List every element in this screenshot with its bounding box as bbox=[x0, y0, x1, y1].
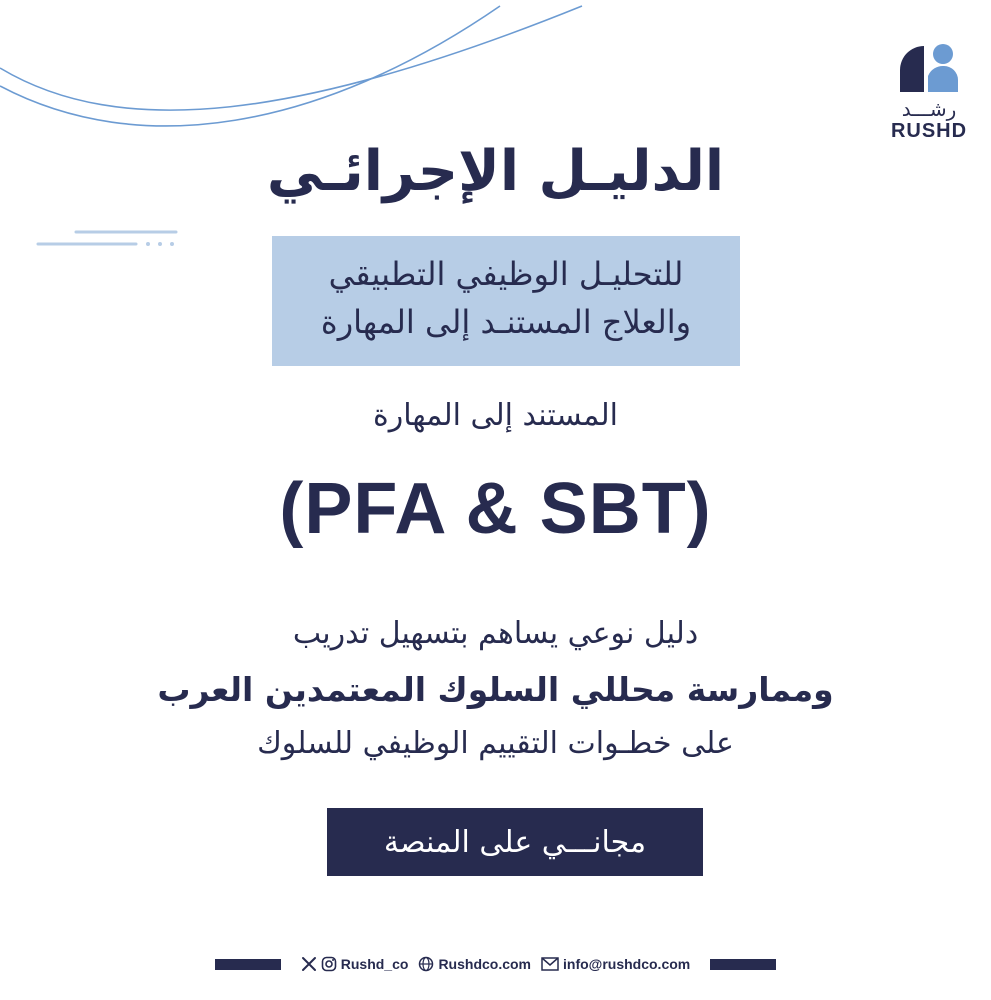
instagram-icon bbox=[321, 956, 337, 972]
website-text: Rushdco.com bbox=[438, 956, 532, 972]
subtitle-line-1: للتحليـل الوظيفي التطبيقي bbox=[328, 255, 684, 293]
website-link[interactable] bbox=[418, 956, 531, 972]
logo-arabic-text: رشـــد bbox=[901, 97, 957, 121]
social-handle-text: Rushd_co bbox=[340, 956, 409, 972]
acronym-heading: (PFA & SBT) bbox=[279, 469, 712, 549]
subtitle-line-2: والعلاج المستنـد إلى المهارة bbox=[320, 303, 692, 341]
free-on-platform-button[interactable]: مجانـــي على المنصة bbox=[327, 808, 703, 876]
email-text: info@rushdco.com bbox=[563, 956, 691, 972]
footer-bar-left bbox=[215, 959, 281, 970]
subtitle-box bbox=[272, 236, 740, 366]
decorative-dashes bbox=[36, 228, 186, 252]
description-line-1: دليل نوعي يساهم بتسهيل تدريب bbox=[292, 616, 699, 651]
under-label: المستند إلى المهارة bbox=[373, 398, 618, 433]
email-link[interactable] bbox=[541, 956, 690, 972]
footer-contact-bar bbox=[0, 952, 991, 976]
globe-icon bbox=[418, 956, 434, 972]
mail-icon bbox=[541, 957, 559, 971]
social-handle-link[interactable] bbox=[301, 956, 409, 972]
rushd-logo-mark-icon bbox=[894, 40, 964, 96]
decorative-curves bbox=[0, 0, 600, 150]
page-title: الدليـل الإجرائـي bbox=[266, 139, 725, 204]
description-line-2: وممارسة محللي السلوك المعتمدين العرب bbox=[157, 670, 834, 709]
x-icon bbox=[301, 956, 317, 972]
footer-bar-right bbox=[710, 959, 776, 970]
description-line-3: على خطـوات التقييم الوظيفي للسلوك bbox=[257, 726, 734, 761]
rushd-logo bbox=[884, 40, 974, 142]
logo-english-text: RUSHD bbox=[890, 120, 968, 142]
